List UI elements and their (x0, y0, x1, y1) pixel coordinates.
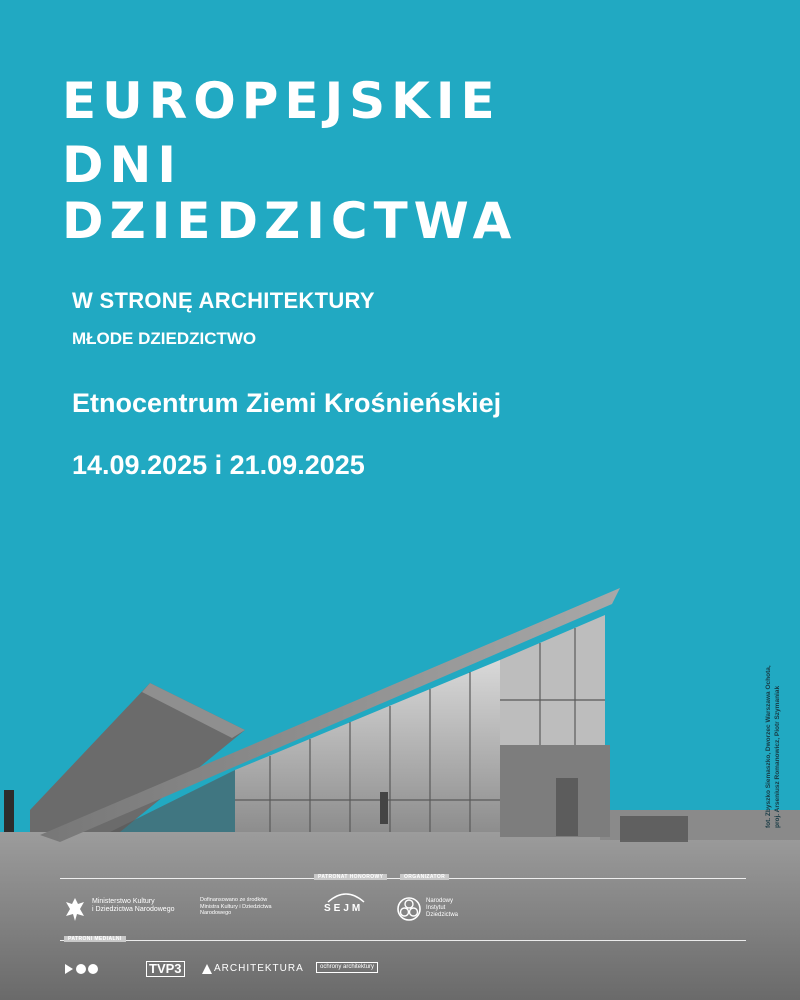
nid-knot-icon (396, 896, 422, 922)
footer-divider-media (60, 940, 746, 941)
title-line-3: DZIEDZICTWA (62, 192, 518, 250)
nid-line-1: Narodowy (426, 898, 454, 904)
photo-credit-line-2: proj. Arseniusz Romanowicz, Piotr Szymaniak (774, 685, 781, 828)
ministry-line-1: Ministerstwo Kultury (92, 898, 155, 905)
funding-line-3: Narodowego (200, 910, 232, 916)
funding-note (200, 897, 272, 917)
title-line-1: EUROPEJSKIE (62, 72, 501, 130)
label-organizer: ORGANIZATOR (400, 874, 449, 880)
sz-logo (316, 962, 378, 973)
title-line-2: DNI (62, 136, 182, 194)
eagle-emblem-icon (64, 896, 86, 922)
nid-line-2: Instytut (426, 905, 446, 911)
subtitle: W STRONĘ ARCHITEKTURY (72, 288, 375, 313)
nid-line-3: Dziedzictwa (426, 912, 459, 918)
radio-logo-icon (64, 962, 104, 976)
label-honorary-patronage: PATRONAT HONOROWY (314, 874, 387, 880)
sz-logo-text: ochrony architektury (316, 962, 378, 973)
photo-credit (752, 600, 792, 830)
sejm-arc-icon (326, 890, 366, 904)
event-dates: 14.09.2025 i 21.09.2025 (72, 450, 365, 480)
tvp3-logo: TVP3 (146, 961, 185, 977)
nid-logo-text (426, 898, 458, 919)
photo-credit-line-1: fot. Zbyszko Siemaszko, Dworzec Warszawa Ochota, (765, 665, 772, 828)
venue: Etnocentrum Ziemi Krośnieńskiej (72, 388, 502, 418)
funding-line-1: Dofinansowano ze środków (200, 897, 268, 903)
sejm-logo-text: SEJM (324, 903, 364, 914)
triangle-icon (202, 964, 212, 974)
funding-line-2: Ministra Kultury i Dziedzictwa (200, 903, 272, 910)
photo-credit-text (764, 665, 782, 828)
label-media-patrons: PATRONI MEDIALNI (64, 936, 126, 942)
architektura-logo: ARCHITEKTURA (214, 963, 304, 974)
subsubtitle: MŁODE DZIEDZICTWO (72, 329, 257, 348)
ministry-logo-text (92, 898, 174, 914)
ministry-line-2: i Dziedzictwa Narodowego (92, 906, 175, 913)
